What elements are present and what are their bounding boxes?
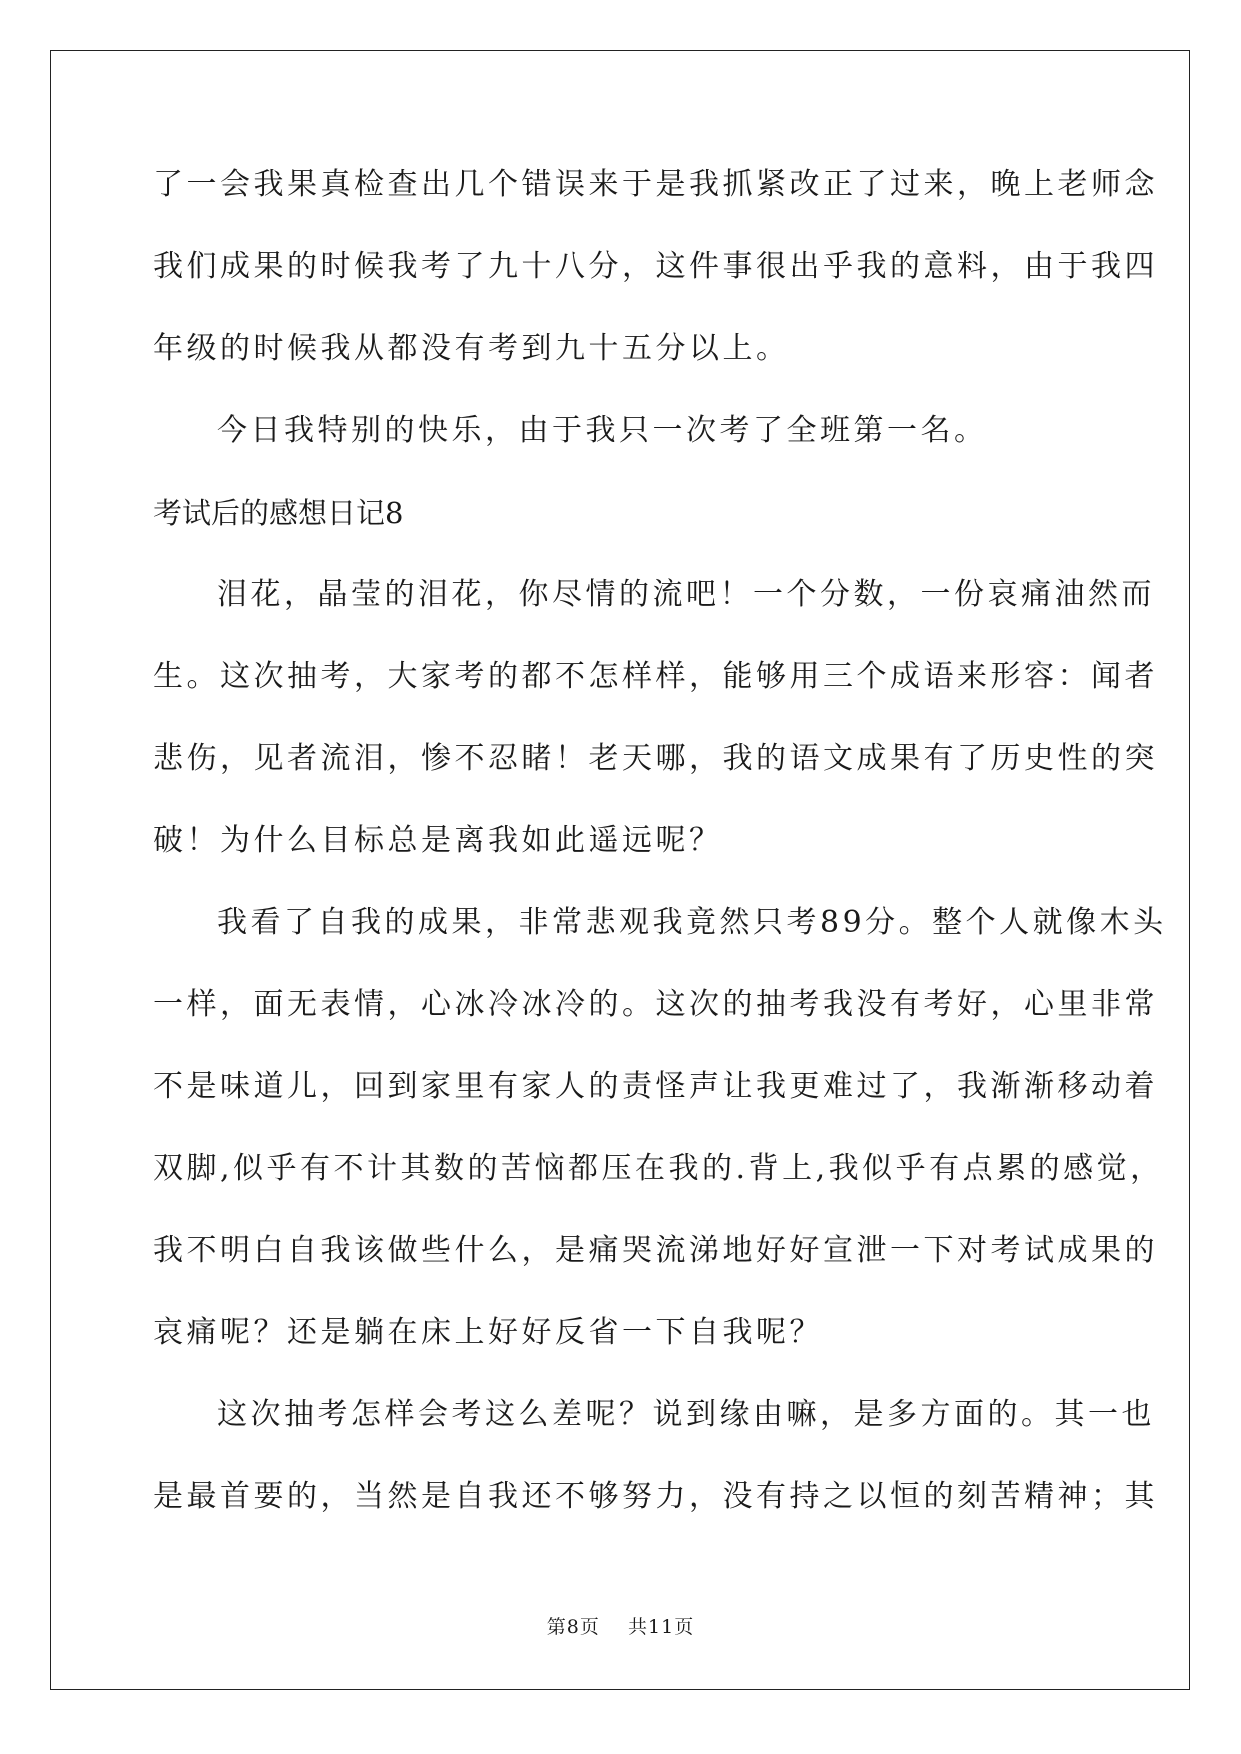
body-line: 我不明白自我该做些什么，是痛哭流涕地好好宣泄一下对考试成果的 (153, 1233, 1158, 1268)
body-line: 我看了自我的成果，非常悲观我竟然只考89分。整个人就像木头 (217, 905, 1167, 940)
body-line: 今日我特别的快乐，由于我只一次考了全班第一名。 (217, 413, 988, 448)
document-body (153, 160, 1167, 1554)
section-heading: 考试后的感想日记8 (153, 496, 404, 530)
body-line: 破！为什么目标总是离我如此遥远呢？ (153, 823, 723, 858)
body-line: 生。这次抽考，大家考的都不怎样样，能够用三个成语来形容：闻者 (153, 659, 1158, 694)
body-line: 泪花，晶莹的泪花，你尽情的流吧！一个分数，一份哀痛油然而 (217, 577, 1155, 612)
body-line: 哀痛呢？还是躺在床上好好反省一下自我呢？ (153, 1315, 823, 1350)
page-number: 第8页 共11页 (546, 1616, 695, 1638)
body-line: 一样，面无表情，心冰冷冰冷的。这次的抽考我没有考好，心里非常 (153, 987, 1158, 1022)
body-line: 双脚,似乎有不计其数的苦恼都压在我的.背上,我似乎有点累的感觉， (153, 1151, 1164, 1186)
body-line: 是最首要的，当然是自我还不够努力，没有持之以恒的刻苦精神；其 (153, 1479, 1158, 1514)
body-line: 年级的时候我从都没有考到九十五分以上。 (153, 331, 790, 366)
body-line: 悲伤，见者流泪，惨不忍睹！老天哪，我的语文成果有了历史性的突 (153, 741, 1158, 776)
body-line: 这次抽考怎样会考这么差呢？说到缘由嘛，是多方面的。其一也 (217, 1397, 1155, 1432)
body-line: 不是味道儿，回到家里有家人的责怪声让我更难过了，我渐渐移动着 (153, 1069, 1158, 1104)
body-line: 了一会我果真检查出几个错误来于是我抓紧改正了过来，晚上老师念 (153, 167, 1158, 202)
body-line: 我们成果的时候我考了九十八分，这件事很出乎我的意料，由于我四 (153, 249, 1158, 284)
